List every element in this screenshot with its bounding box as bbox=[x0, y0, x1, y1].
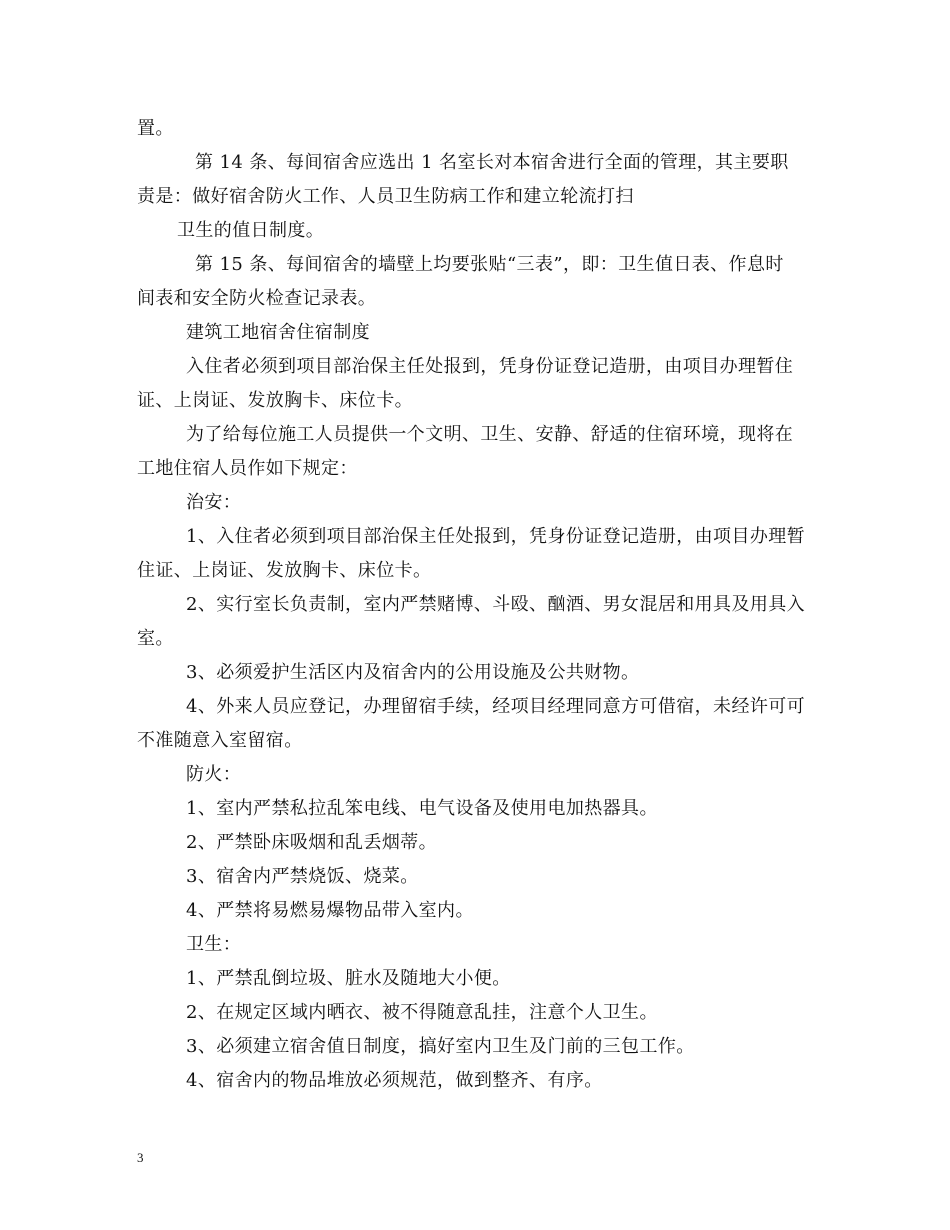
text-line: 置。 bbox=[137, 118, 174, 139]
text-line: 工地住宿人员作如下规定： bbox=[137, 458, 358, 479]
text-line: 3、宿舍内严禁烧饭、烧菜。 bbox=[186, 866, 419, 887]
subsection-heading: 卫生： bbox=[186, 934, 242, 955]
text-line: 间表和安全防火检查记录表。 bbox=[137, 288, 377, 309]
text-line: 2、在规定区域内晒衣、被不得随意乱挂，注意个人卫生。 bbox=[186, 1002, 658, 1023]
text-line: 为了给每位施工人员提供一个文明、卫生、安静、舒适的住宿环境，现将在 bbox=[186, 424, 794, 445]
text-line: 责是：做好宿舍防火工作、人员卫生防病工作和建立轮流打扫 bbox=[137, 186, 634, 207]
text-line: 卫生的值日制度。 bbox=[177, 220, 325, 241]
subsection-heading: 防火： bbox=[186, 764, 242, 785]
text-line: 不准随意入室留宿。 bbox=[137, 730, 303, 751]
section-heading: 建筑工地宿舍住宿制度 bbox=[186, 322, 370, 343]
text-line: 入住者必须到项目部治保主任处报到，凭身份证登记造册，由项目办理暂住 bbox=[186, 356, 794, 377]
page-number: 3 bbox=[137, 1150, 144, 1165]
text-line: 2、实行室长负责制，室内严禁赌博、斗殴、酗酒、男女混居和用具及用具入 bbox=[186, 594, 806, 615]
text-line: 3、必须建立宿舍值日制度，搞好室内卫生及门前的三包工作。 bbox=[186, 1036, 695, 1057]
text-line: 4、宿舍内的物品堆放必须规范，做到整齐、有序。 bbox=[186, 1070, 603, 1091]
text-line: 第 14 条、每间宿舍应选出 1 名室长对本宿舍进行全面的管理，其主要职 bbox=[195, 152, 789, 173]
text-line: 1、严禁乱倒垃圾、脏水及随地大小便。 bbox=[186, 968, 511, 989]
text-line: 第 15 条、每间宿舍的墙壁上均要张贴“三表”，即：卫生值日表、作息时 bbox=[195, 254, 784, 275]
text-line: 室。 bbox=[137, 628, 174, 649]
text-line: 4、外来人员应登记，办理留宿手续，经项目经理同意方可借宿，未经许可可 bbox=[186, 696, 806, 717]
text-line: 3、必须爱护生活区内及宿舍内的公用设施及公共财物。 bbox=[186, 662, 640, 683]
text-line: 4、严禁将易燃易爆物品带入室内。 bbox=[186, 900, 474, 921]
text-line: 住证、上岗证、发放胸卡、床位卡。 bbox=[137, 560, 432, 581]
text-line: 1、室内严禁私拉乱笨电线、电气设备及使用电加热器具。 bbox=[186, 798, 658, 819]
text-line: 证、上岗证、发放胸卡、床位卡。 bbox=[137, 390, 413, 411]
text-line: 1、入住者必须到项目部治保主任处报到，凭身份证登记造册，由项目办理暂 bbox=[186, 526, 806, 547]
subsection-heading: 治安： bbox=[186, 492, 242, 513]
text-line: 2、严禁卧床吸烟和乱丢烟蒂。 bbox=[186, 832, 438, 853]
